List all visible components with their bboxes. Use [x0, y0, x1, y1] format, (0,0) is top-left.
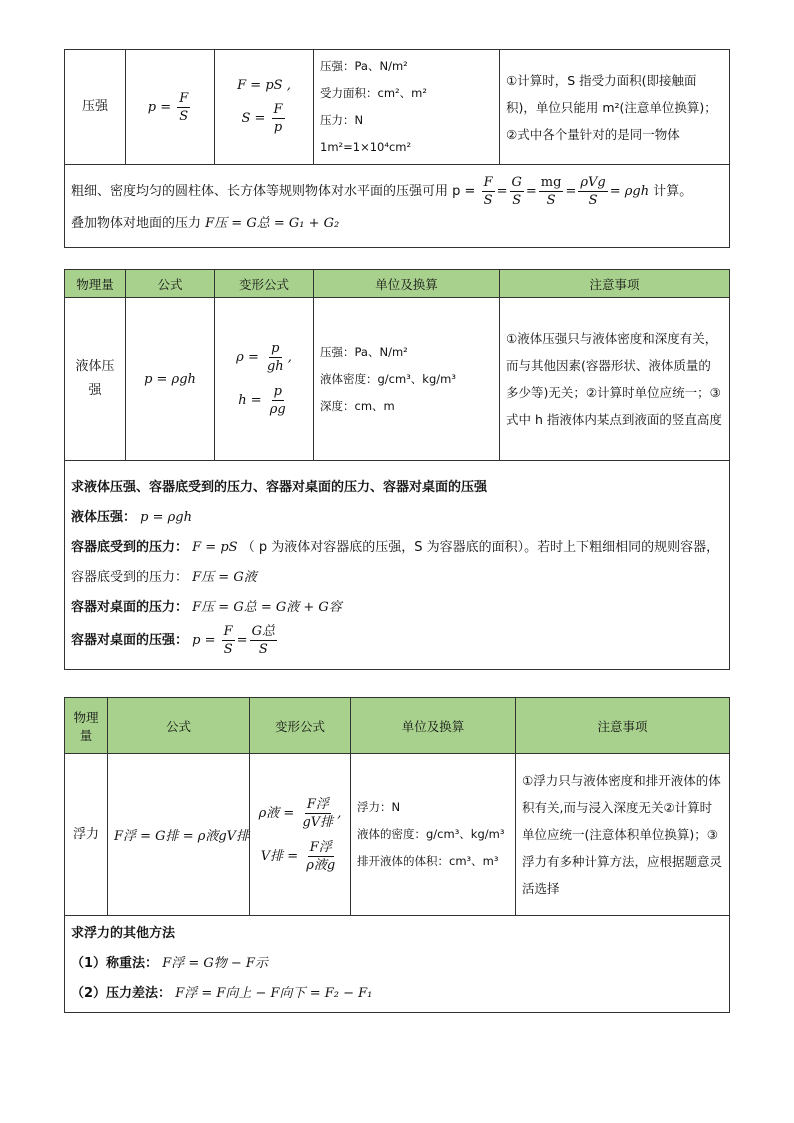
- formula: F浮 = G排 = ρ液gV排: [114, 829, 250, 844]
- line-formula: F压 = G总 = G液 + G容: [192, 599, 342, 615]
- line-label: 容器对桌面的压力：: [71, 599, 189, 615]
- stack-formula: F压 = G总 = G₁ + G₂: [205, 215, 340, 231]
- line-formula: F浮 = G物 − F示: [162, 956, 268, 971]
- header-notes: 注意事项: [516, 698, 730, 754]
- unit-line: 液体的密度：g/cm³、kg/m³: [357, 827, 505, 841]
- line-label: 容器对桌面的压强：: [71, 632, 189, 648]
- unit-line: 压力：N: [320, 113, 364, 127]
- quantity-name: 液体压强: [65, 298, 126, 461]
- unit-line: 液体密度：g/cm³、kg/m³: [320, 371, 456, 386]
- line-formula-2: F压 = G液: [192, 569, 257, 585]
- section-subtitle: 求液体压强、容器底受到的压力、容器对桌面的压力、容器对桌面的压强: [71, 479, 488, 495]
- line-label: 液体压强：: [71, 509, 137, 525]
- header-units: 单位及换算: [314, 270, 500, 298]
- extra-cell: [65, 916, 730, 1013]
- notes-cell: ①液体压强只与液体密度和深度有关，而与其他因素(容器形状、液体质量的多少等)无关；②计算时单位应统一；③式中 h 指液体内某点到液面的竖直高度: [500, 298, 730, 461]
- extra-text: 粗细、密度均匀的圆柱体、长方体等规则物体对水平面的压强可用 p =: [71, 183, 476, 199]
- derived-formula-cell: ρ液 = $\frac{\text{F浮}}{\text{gV排}}$ , V排 = $\frac{\text{F浮}}{\text{ρ液g}}$: [250, 754, 351, 916]
- pressure-row: [65, 50, 730, 165]
- header-formula: 公式: [126, 270, 215, 298]
- line-formula: F = pS: [192, 539, 238, 555]
- liquid-pressure-table: [64, 269, 730, 670]
- frac-den: S: [179, 108, 189, 124]
- extra-text-2: 叠加物体对地面的压力: [71, 215, 202, 231]
- notes-cell: ①计算时，S 指受力面积(即接触面积)，单位只能用 m²(注意单位换算)；②式中各个量针对的是同一物体: [500, 50, 730, 165]
- unit-line: 浮力：N: [357, 800, 401, 814]
- line-formula: F浮 = F向上 − F向下 = F₂ − F₁: [175, 986, 373, 1001]
- frac-den: p: [273, 120, 283, 135]
- derived-lhs: S =: [241, 111, 266, 126]
- line-label: 容器底受到的压力：: [71, 539, 189, 555]
- header-quantity: 物理量: [65, 698, 108, 754]
- fraction: [272, 101, 285, 136]
- derived-formula-cell: ρ = $\frac{p}{gh}$ , h = $\frac{p}{\rho g}$: [215, 298, 314, 461]
- extra-cell: [65, 165, 730, 248]
- buoyancy-extra-row: [65, 916, 730, 1013]
- units-cell: [314, 298, 500, 461]
- unit-line: 压强：Pa、N/m²: [320, 59, 408, 73]
- pressure-table: [64, 49, 730, 248]
- buoyancy-row: [65, 754, 730, 916]
- header-notes: 注意事项: [500, 270, 730, 298]
- line-label: （1）称重法：: [71, 956, 159, 971]
- line-formula: p = ρgh: [140, 509, 192, 525]
- header-derived: 变形公式: [215, 270, 314, 298]
- extra-tail: 计算。: [653, 183, 693, 199]
- frac-num: F: [179, 90, 189, 106]
- header-units: 单位及换算: [351, 698, 516, 754]
- units-cell: [314, 50, 500, 165]
- formula-cell: [126, 50, 215, 165]
- line-label: （2）压力差法：: [71, 986, 172, 1001]
- buoyancy-table: [64, 697, 730, 1013]
- liquid-pressure-row: [65, 298, 730, 461]
- extra-cell: 求液体压强、容器底受到的压力、容器对桌面的压力、容器对桌面的压强 液体压强： p = ρgh 容器底受到的压力： F = pS （ p 为液体对容器底的压强，S 为容器底的面积）。若时上下粗细相同的规则容器，容器底受到的压力： F压 = G液 容器对桌面的压力： F压 = G总 = G液 + G容 容器对桌面的压强： p = $\frac{F}{S}$ = $\frac{\text{G总}}{S}$: [65, 461, 730, 670]
- derived-formula-1: F = pS ,: [237, 78, 291, 93]
- unit-line: 排开液体的体积：cm³、m³: [357, 854, 499, 868]
- table-header: [65, 270, 730, 298]
- pressure-extra-row: [65, 165, 730, 248]
- formula-lhs: p =: [147, 99, 172, 115]
- unit-line: 压强：Pa、N/m²: [320, 344, 408, 359]
- formula: p = ρgh: [144, 371, 196, 387]
- unit-line: 深度：cm、m: [320, 398, 395, 413]
- extra-line-1: 粗细、密度均匀的圆柱体、长方体等规则物体对水平面的压强可用 p = $\frac{F}{S}$ = $\frac{G}{S}$ = $\frac{mg}{S}$ = $\frac{\text{ρVg}}{S}$ = ρgh 计算。: [71, 174, 693, 208]
- line-text: （ p 为液体对容器底的压强，S 为容器底的面积）。若时上下粗细相同的规则容器，容器底受到的压力：: [71, 539, 720, 585]
- notes-cell: ①浮力只与液体密度和排开液体的体积有关,而与浸入深度无关②计算时单位应统一(注意体积单位换算)；③浮力有多种计算方法，应根据题意灵活选择: [516, 754, 730, 916]
- unit-line: 受力面积：cm²、m²: [320, 86, 427, 100]
- unit-line: 1m²=1×10⁴cm²: [320, 140, 412, 154]
- frac-num: F: [273, 102, 283, 117]
- header-formula: 公式: [108, 698, 250, 754]
- header-derived: 变形公式: [250, 698, 351, 754]
- section-subtitle: 求浮力的其他方法: [71, 926, 176, 941]
- quantity-name: 压强: [65, 50, 126, 165]
- derived-formula-cell: [215, 50, 314, 165]
- table-header: [65, 698, 730, 754]
- fraction: [177, 90, 190, 125]
- extra-line-2: [71, 209, 723, 239]
- liquid-extra-row: [65, 461, 730, 670]
- quantity-name: 浮力: [65, 754, 108, 916]
- header-quantity: 物理量: [65, 270, 126, 298]
- units-cell: [351, 754, 516, 916]
